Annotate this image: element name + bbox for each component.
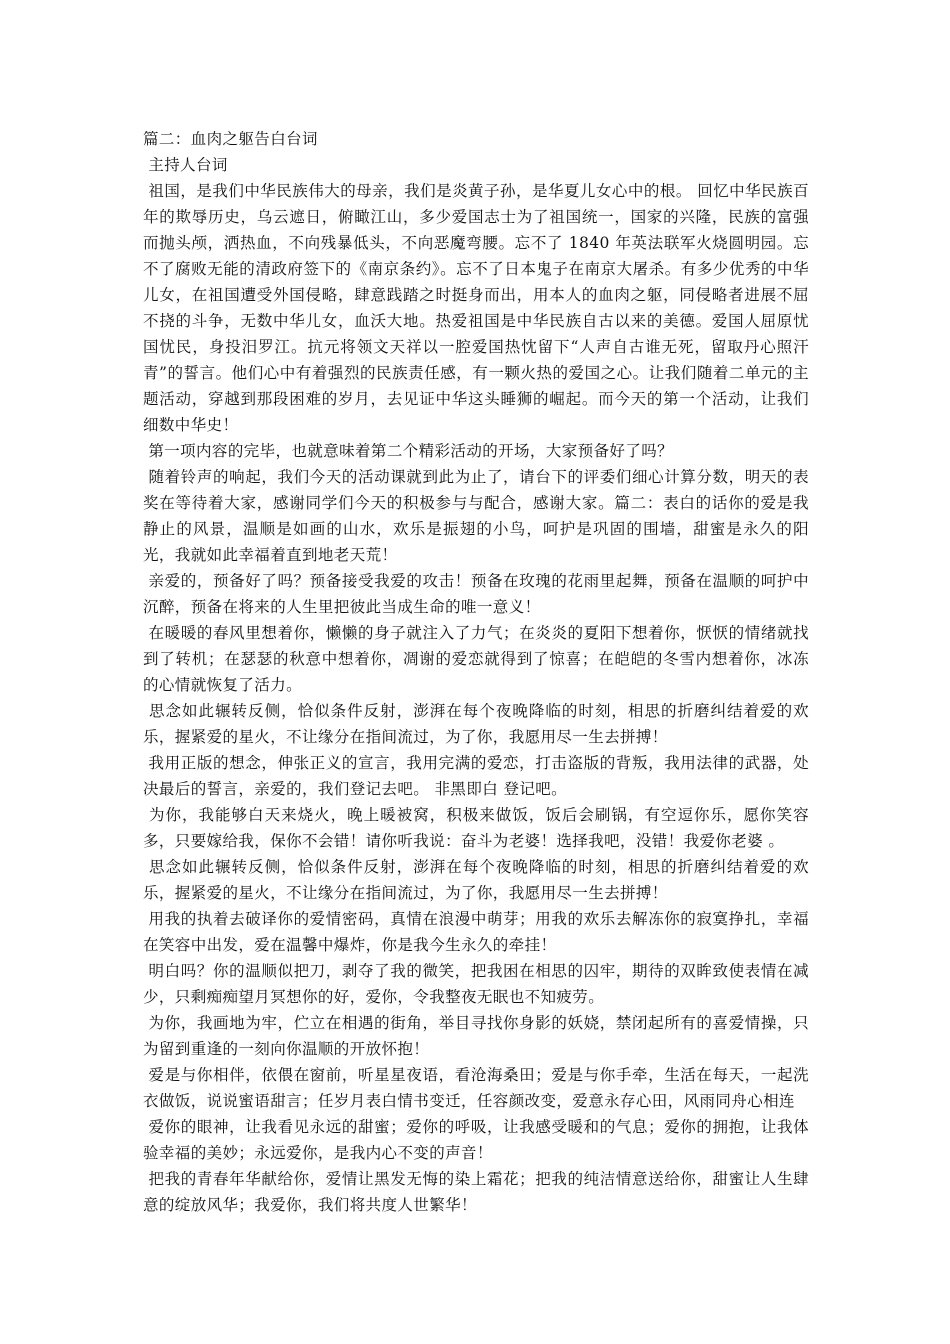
paragraph: 为你，我画地为牢，伫立在相遇的街角，举目寻找你身影的妖娆，禁闭起所有的喜爱情操，只为留到重逢的一刻向你温顺的开放怀抱！: [143, 1014, 810, 1058]
paragraph: 爱是与你相伴，依偎在窗前，听星星夜语，看沧海桑田；爱是与你手牵，生活在每天，一起洗衣做饭，说说蜜语甜言；任岁月表白情书变迁，任容颜改变，爱意永存心田，风雨同舟心相连: [143, 1066, 810, 1110]
paragraph: 用我的执着去破译你的爱情密码，真情在浪漫中萌芽；用我的欢乐去解冻你的寂寞挣扎，幸福在笑容中出发，爱在温馨中爆炸，你是我今生永久的牵挂！: [143, 910, 810, 954]
paragraph: 在暖暖的春风里想着你，懒懒的身子就注入了力气；在炎炎的夏阳下想着你，恹恹的情绪就找到了转机；在瑟瑟的秋意中想着你，凋谢的爱恋就得到了惊喜；在皑皑的冬雪内想着你，冰冻的心情就恢复了活力。: [143, 624, 810, 694]
document-body: [143, 126, 809, 1218]
paragraph: 亲爱的，预备好了吗？预备接受我爱的攻击！预备在玫瑰的花雨里起舞，预备在温顺的呵护中沉醉，预备在将来的人生里把彼此当成生命的唯一意义！: [143, 572, 810, 616]
paragraph: 祖国，是我们中华民族伟大的母亲，我们是炎黄子孙，是华夏儿女心中的根。 回忆中华民族百年的欺辱历史，乌云遮日，俯瞰江山，多少爱国志士为了祖国统一，国家的兴隆，民族的富强而抛头颅，洒热血，不向残暴低头，不向恶魔弯腰。忘不了 1840 年英法联军火烧圆明园。忘不了腐败无能的清政府签下的《南京条约》。忘不了日本鬼子在南京大屠杀。有多少优秀的中华儿女，在祖国遭受外国侵略，肆意践踏之时挺身而出，用本人的血肉之躯，同侵略者进展不屈不挠的斗争，无数中华儿女，血沃大地。热爱祖国是中华民族自古以来的美德。爱国人屈原忧国忧民，身投汨罗江。抗元将领文天祥以一腔爱国热忱留下“人声自古谁无死，留取丹心照汗青”的誓言。他们心中有着强烈的民族责任感，有一颗火热的爱国之心。让我们随着二单元的主题活动，穿越到那段困难的岁月，去见证中华这头睡狮的崛起。而今天的第一个活动，让我们细数中华史！: [143, 182, 810, 434]
section-subtitle: 主持人台词: [143, 156, 228, 174]
paragraph: 爱你的眼神，让我看见永远的甜蜜；爱你的呼吸，让我感受暖和的气息；爱你的拥抱，让我体验幸福的美妙；永远爱你，是我内心不变的声音！: [143, 1118, 810, 1162]
document-title: 篇二：血肉之躯告白台词: [143, 130, 318, 148]
paragraph: 我用正版的想念，伸张正义的宣言，我用完满的爱恋，打击盗版的背叛，我用法律的武器，处决最后的誓言，亲爱的，我们登记去吧。 非黑即白 登记吧。: [143, 754, 810, 798]
paragraph: 思念如此辗转反侧，恰似条件反射，澎湃在每个夜晚降临的时刻，相思的折磨纠结着爱的欢乐，握紧爱的星火，不让缘分在指间流过，为了你，我愿用尽一生去拼搏！: [143, 858, 809, 902]
paragraph: 把我的青春年华献给你，爱情让黑发无悔的染上霜花；把我的纯洁情意送给你，甜蜜让人生肆意的绽放风华；我爱你，我们将共度人世繁华！: [143, 1170, 810, 1214]
paragraph: 随着铃声的响起，我们今天的活动课就到此为止了，请台下的评委们细心计算分数，明天的表奖在等待着大家，感谢同学们今天的积极参与与配合，感谢大家。篇二：表白的话你的爱是我静止的风景，温顺是如画的山水，欢乐是振翅的小鸟，呵护是巩固的围墙，甜蜜是永久的阳光，我就如此幸福着直到地老天荒！: [143, 468, 810, 564]
paragraph: 为你，我能够白天来烧火，晚上暖被窝，积极来做饭，饭后会刷锅，有空逗你乐，愿你笑容多，只要嫁给我，保你不会错！请你听我说：奋斗为老婆！选择我吧，没错！我爱你老婆 。: [143, 806, 809, 850]
paragraph: 明白吗？你的温顺似把刀，剥夺了我的微笑，把我困在相思的囚牢，期待的双眸致使表情在减少，只剩痴痴望月冥想你的好，爱你，令我整夜无眠也不知疲劳。: [143, 962, 810, 1006]
paragraph: 第一项内容的完毕，也就意味着第二个精彩活动的开场，大家预备好了吗？: [143, 442, 674, 460]
paragraph: 思念如此辗转反侧，恰似条件反射，澎湃在每个夜晚降临的时刻，相思的折磨纠结着爱的欢乐，握紧爱的星火，不让缘分在指间流过，为了你，我愿用尽一生去拼搏！: [143, 702, 809, 746]
